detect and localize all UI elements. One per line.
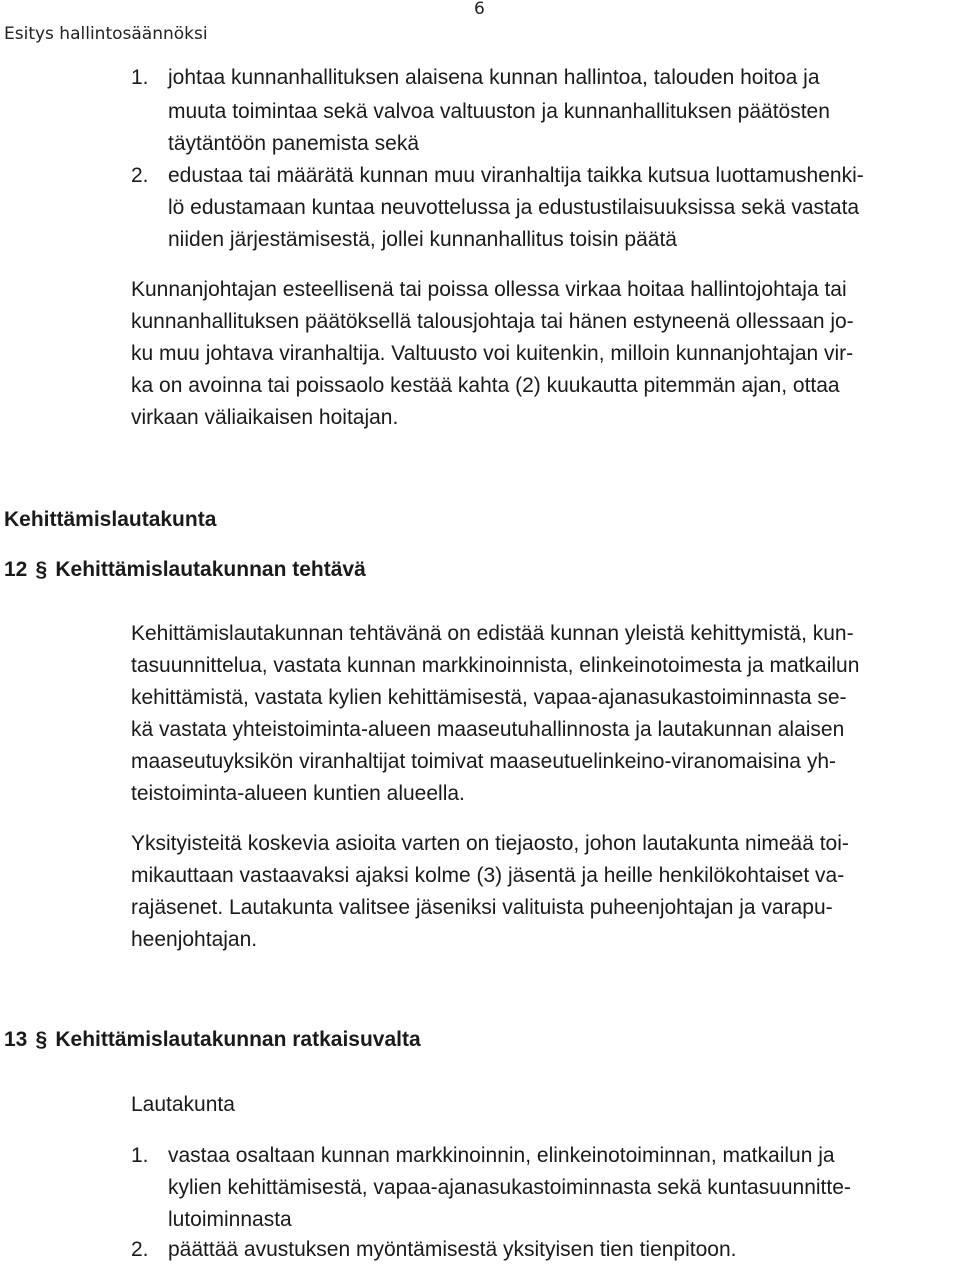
- list-item-number: 2.: [131, 164, 149, 187]
- list-item-number: 1.: [131, 1144, 149, 1167]
- paragraph-line: virkaan väliaikaisen hoitajan.: [131, 406, 399, 429]
- list-item-line: täytäntöön panemista sekä: [168, 132, 419, 155]
- paragraph-line: ka on avoinna tai poissaolo kestää kahta (2) kuukautta pitemmän ajan, ottaa: [131, 374, 840, 397]
- section-13-intro: Lautakunta: [131, 1093, 235, 1116]
- paragraph-line: heenjohtajan.: [131, 928, 258, 951]
- paragraph-line: tasuunnittelua, vastata kunnan markkinoinnista, elinkeinotoimesta ja matkailun: [131, 654, 860, 677]
- list-item-line: edustaa tai määrätä kunnan muu viranhaltija taikka kutsua luottamushenki-: [168, 164, 864, 187]
- list-item-line: kylien kehittämisestä, vapaa-ajanasukastoiminnasta sekä kuntasuunnitte-: [168, 1176, 851, 1199]
- paragraph-line: kunnanhallituksen päätöksellä talousjohtaja tai hänen estyneenä ollessaan jo-: [131, 310, 854, 333]
- list-item-line: lutoiminnasta: [168, 1208, 292, 1231]
- paragraph-line: Kehittämislautakunnan tehtävänä on edistää kunnan yleistä kehittymistä, kun-: [131, 622, 854, 645]
- paragraph-line: kä vastata yhteistoiminta-alueen maaseutuhallinnosta ja lautakunnan alaisen: [131, 718, 845, 741]
- section-heading: Kehittämislautakunta: [4, 508, 217, 531]
- paragraph-line: mikauttaan vastaavaksi ajaksi kolme (3) jäsentä ja heille henkilökohtaiset va-: [131, 864, 845, 887]
- document-title: Esitys hallintosäännöksi: [4, 24, 208, 44]
- paragraph-line: Kunnanjohtajan esteellisenä tai poissa ollessa virkaa hoitaa hallintojohtaja tai: [131, 278, 847, 301]
- section-title: Kehittämislautakunnan ratkaisuvalta: [55, 1028, 421, 1051]
- list-item-line: lö edustamaan kuntaa neuvottelussa ja edustustilaisuuksissa sekä vastata: [168, 196, 860, 219]
- list-item-line: päättää avustuksen myöntämisestä yksityisen tien tienpitoon.: [168, 1238, 737, 1261]
- section-12-heading: [4, 558, 366, 582]
- section-symbol: §: [35, 1028, 48, 1051]
- list-item-number: 1.: [131, 66, 149, 89]
- paragraph-line: teistoiminta-alueen kuntien alueella.: [131, 782, 465, 805]
- paragraph-line: ku muu johtava viranhaltija. Valtuusto voi kuitenkin, milloin kunnanjohtajan vir-: [131, 342, 854, 365]
- list-item-number: 2.: [131, 1238, 149, 1261]
- list-item-line: muuta toimintaa sekä valvoa valtuuston ja kunnanhallituksen päätösten: [168, 100, 830, 123]
- list-item-line: johtaa kunnanhallituksen alaisena kunnan hallintoa, talouden hoitoa ja: [168, 66, 820, 89]
- section-number: 13: [4, 1028, 28, 1051]
- page-number: 6: [474, 0, 485, 19]
- paragraph-line: Yksityisteitä koskevia asioita varten on tiejaosto, johon lautakunta nimeää toi-: [131, 832, 849, 855]
- paragraph-line: maaseutuyksikön viranhaltijat toimivat maaseutuelinkeino-viranomaisina yh-: [131, 750, 836, 773]
- list-item-line: niiden järjestämisestä, jollei kunnanhallitus toisin päätä: [168, 228, 677, 251]
- section-symbol: §: [35, 558, 48, 581]
- paragraph-line: kehittämistä, vastata kylien kehittämisestä, vapaa-ajanasukastoiminnasta se-: [131, 686, 847, 709]
- paragraph-line: rajäsenet. Lautakunta valitsee jäseniksi valituista puheenjohtajan ja varapu-: [131, 896, 833, 919]
- list-item-line: vastaa osaltaan kunnan markkinoinnin, elinkeinotoiminnan, matkailun ja: [168, 1144, 835, 1167]
- section-13-heading: [4, 1028, 421, 1052]
- section-title: Kehittämislautakunnan tehtävä: [55, 558, 366, 581]
- section-number: 12: [4, 558, 28, 581]
